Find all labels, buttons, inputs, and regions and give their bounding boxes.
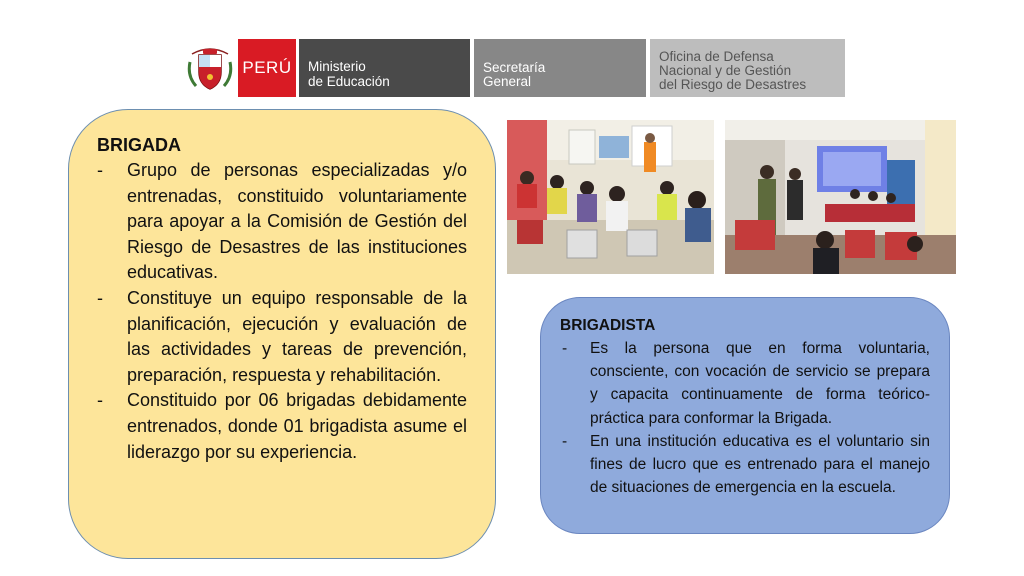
- brigada-list: [97, 158, 467, 465]
- peru-label: PERÚ: [238, 39, 296, 97]
- brigada-item: [97, 158, 467, 286]
- brigadista-item: [560, 430, 930, 500]
- brigade-meeting-photo: [725, 120, 956, 274]
- ministry-of-education-label: [299, 39, 470, 97]
- brigada-item-text: Grupo de personas especializadas y/o entrenadas, constituido voluntariamente para apoyar a la Comisión de Gestión del Riesgo de Desastres de las instituciones educativas.: [127, 160, 467, 283]
- secretaria-line-2: General: [483, 74, 532, 89]
- brigadista-item-text: En una institución educativa es el voluntario sin fines de lucro que es entrenado para el manejo de situaciones de emergencia en la escuela.: [590, 432, 930, 497]
- bullet-dash: -: [97, 287, 103, 308]
- brigada-title: BRIGADA: [97, 135, 181, 155]
- brigadista-title: BRIGADISTA: [560, 317, 656, 334]
- brigada-item-text: Constituido por 06 brigadas debidamente entrenados, donde 01 brigadista asume el liderazgo por su experiencia.: [127, 390, 467, 462]
- brigada-panel: [68, 109, 496, 559]
- bullet-dash: -: [97, 390, 103, 411]
- bullet-dash: -: [562, 340, 568, 357]
- bullet-dash: -: [562, 432, 568, 450]
- secretaria-line-1: Secretaría: [483, 60, 546, 75]
- bullet-dash: -: [97, 160, 103, 180]
- brigada-item-text: Constituye un equipo responsable de la planificación, ejecución y evaluación de las actividades y tareas de prevención, preparación, respuesta y rehabilitación.: [127, 287, 467, 385]
- office-line-1: Oficina de Defensa: [659, 49, 774, 64]
- brigadista-panel: [540, 297, 950, 534]
- brigadista-list: [560, 337, 930, 499]
- secretaria-general-label: [474, 39, 646, 97]
- office-line-2: Nacional y de Gestión: [659, 63, 792, 78]
- ministry-line-1: Ministerio: [308, 59, 366, 74]
- brigada-item: [97, 388, 467, 465]
- brigade-training-photo: [507, 120, 714, 274]
- brigadista-item: [560, 337, 930, 430]
- disaster-risk-office-label: [650, 39, 845, 97]
- office-line-3: del Riesgo de Desastres: [659, 77, 807, 92]
- brigada-item: [97, 286, 467, 388]
- ministry-line-2: de Educación: [308, 74, 390, 89]
- brigadista-item-text: Es la persona que en forma voluntaria, consciente, con vocación de servicio se prepara y capacita continuamente de forma teórico-práctica para conformar la Brigada.: [590, 340, 930, 427]
- peru-coat-of-arms-icon: [186, 42, 234, 94]
